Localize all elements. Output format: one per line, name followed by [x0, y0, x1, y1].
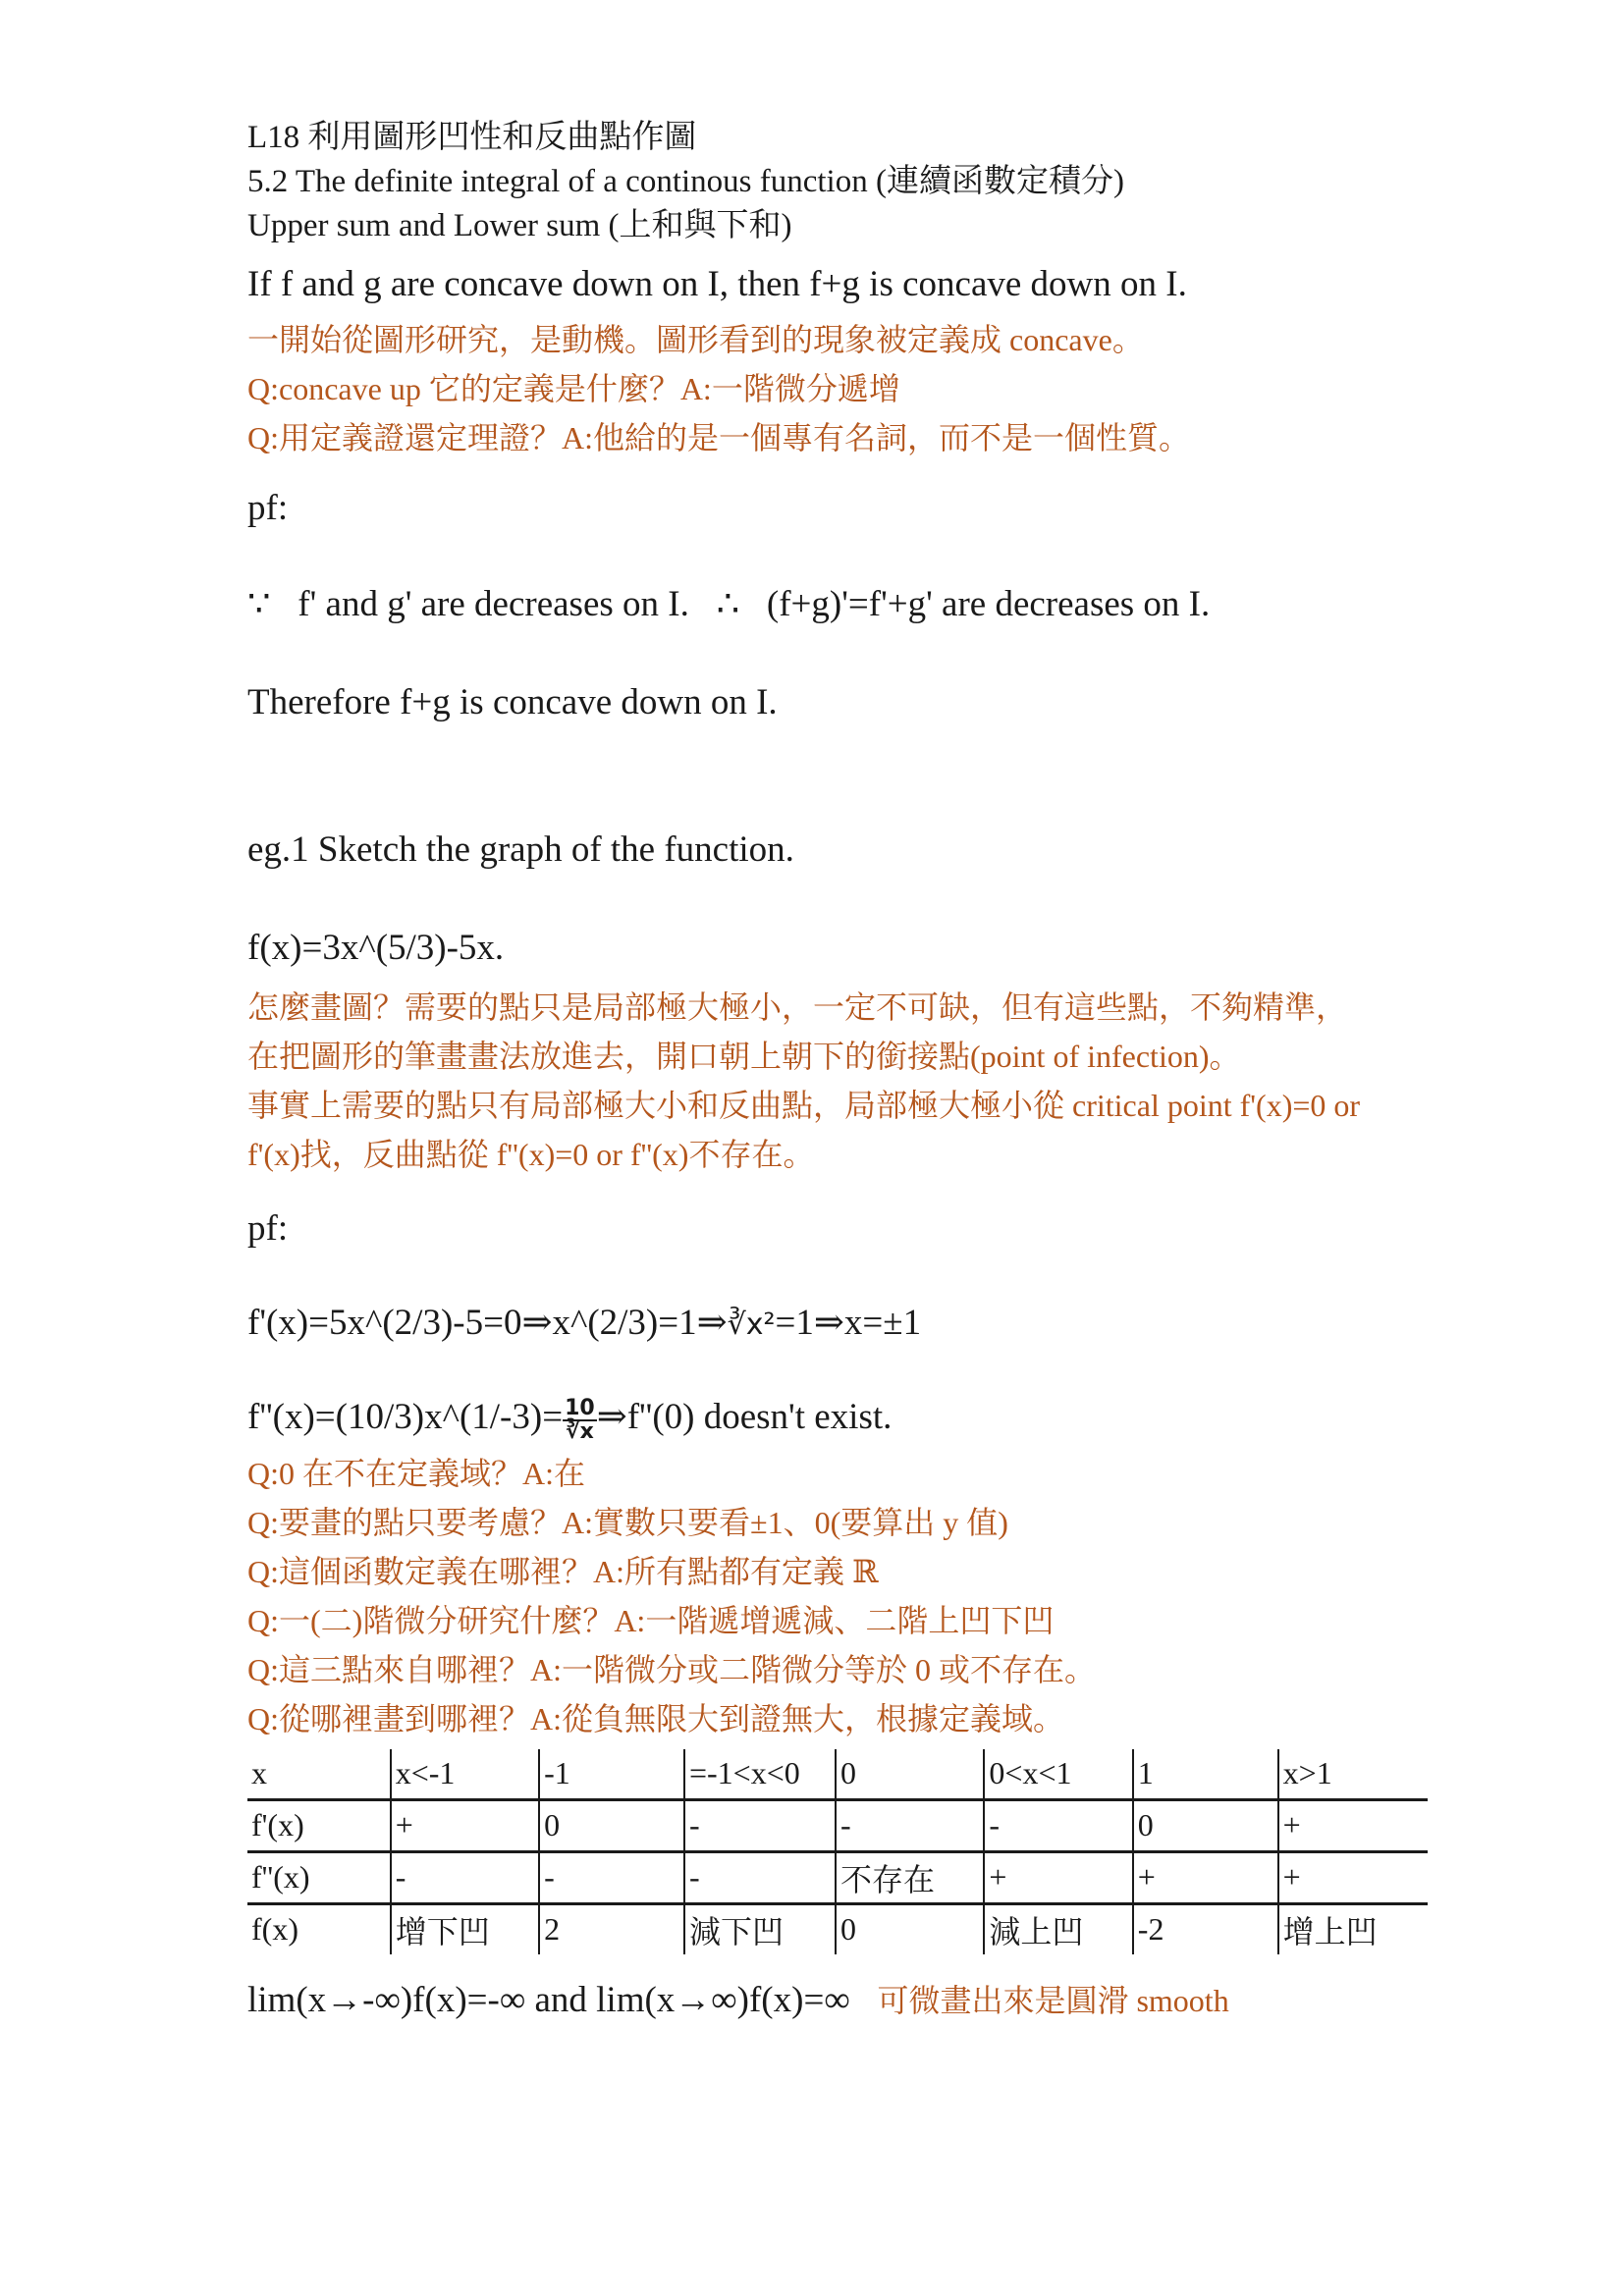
table-row [247, 1799, 1428, 1851]
table-cell: 增上凹 [1278, 1903, 1428, 1954]
proof-step-2: (f+g)'=f'+g' are decreases on I. [766, 584, 1211, 624]
table-cell: f'(x) [247, 1799, 391, 1851]
qa-draw-range: Q:從哪裡畫到哪裡？A:從負無限大到證無大，根據定義域。 [247, 1700, 1065, 1736]
table-cell: x [247, 1749, 391, 1800]
table-cell: - [984, 1799, 1132, 1851]
document-page [247, 116, 1435, 2025]
table-cell: 0<x<1 [984, 1749, 1132, 1800]
table-cell: f''(x) [247, 1851, 391, 1903]
second-derivative-line [247, 1393, 1435, 1443]
proof-conclusion: Therefore f+g is concave down on I. [247, 682, 778, 722]
table-cell: 增下凹 [391, 1903, 539, 1954]
limits-note: 可微畫出來是圓滑 smooth [877, 1982, 1229, 2018]
table-cell: -1 [539, 1749, 684, 1800]
first-derivative-line [247, 1299, 1435, 1350]
proof-step-1: f' and g' are decreases on I. [298, 584, 689, 624]
table-cell: + [391, 1799, 539, 1851]
table-cell: - [539, 1851, 684, 1903]
table-cell: 1 [1133, 1749, 1278, 1800]
table-cell: - [684, 1799, 836, 1851]
note-motivation: 一開始從圖形研究，是動機。圖形看到的現象被定義成 concave。 [247, 322, 1144, 357]
therefore-symbol: ∴ [716, 584, 740, 624]
topic-title: Upper sum and Lower sum (上和與下和) [247, 208, 792, 243]
table-cell: f(x) [251, 1911, 298, 1948]
second-derivative-suffix: ⇒f''(0) doesn't exist. [596, 1397, 893, 1437]
table-row [247, 1903, 1428, 1954]
table-cell: - [391, 1851, 539, 1903]
table-cell: x<-1 [391, 1749, 539, 1800]
fraction [563, 1395, 597, 1444]
qa-function-domain: Q:這個函數定義在哪裡？A:所有點都有定義 ℝ [247, 1553, 879, 1589]
first-derivative-suffix: =1⇒x=±1 [775, 1303, 922, 1343]
table-cell: 0 [539, 1799, 684, 1851]
fraction-denominator: ∛x [565, 1418, 594, 1444]
second-derivative-prefix: f''(x)=(10/3)x^(1/-3)= [247, 1397, 564, 1437]
qa-points-origin: Q:這三點來自哪裡？A:一階微分或二階微分等於 0 或不存在。 [247, 1651, 1097, 1687]
note-how-to-draw-1: 怎麼畫圖？需要的點只是局部極大極小，一定不可缺，但有這些點，不夠精準， [247, 989, 1348, 1025]
example-function: f(x)=3x^(5/3)-5x. [247, 928, 505, 968]
note-proof-approach: Q:用定義證還定理證？A:他給的是一個專有名詞，而不是一個性質。 [247, 420, 1191, 455]
qa-points-to-consider: Q:要畫的點只要考慮？A:實數只要看±1、0(要算出 y 值) [247, 1504, 1008, 1540]
table-cell: 減下凹 [684, 1903, 836, 1954]
table-cell: 0 [836, 1749, 984, 1800]
qa-derivative-study: Q:一(二)階微分研究什麼？A:一階遞增遞減、二階上凹下凹 [247, 1602, 1055, 1638]
qa-domain-zero: Q:0 在不在定義域？A:在 [247, 1455, 586, 1491]
note-how-to-draw-4: f'(x)找，反曲點從 f''(x)=0 or f''(x)不存在。 [247, 1137, 815, 1172]
theorem-statement: If f and g are concave down on I, then f+g is concave down on I. [247, 264, 1187, 304]
table-cell: 2 [539, 1903, 684, 1954]
cube-root-x-squared: ∛x² [727, 1308, 776, 1342]
sign-table [247, 1749, 1428, 1954]
table-cell: + [1133, 1851, 1278, 1903]
proof2-label: pf: [247, 1208, 289, 1249]
table-cell: + [1278, 1851, 1428, 1903]
note-how-to-draw-3: 事實上需要的點只有局部極大小和反曲點，局部極大極小從 critical point f'(x)=0 or [247, 1088, 1361, 1123]
note-concave-definition: Q:concave up 它的定義是什麼？A:一階微分遞增 [247, 371, 900, 406]
table-cell: 0 [836, 1903, 984, 1954]
proof-label: pf: [247, 488, 289, 528]
table-cell: - [684, 1851, 836, 1903]
table-cell: x>1 [1278, 1749, 1428, 1800]
table-cell: =-1<x<0 [684, 1749, 836, 1800]
lesson-title: L18 利用圖形凹性和反曲點作圖 [247, 120, 697, 155]
table-cell: + [984, 1851, 1132, 1903]
table-cell: 0 [1133, 1799, 1278, 1851]
table-cell: 減上凹 [984, 1903, 1132, 1954]
table-row [247, 1749, 1428, 1800]
table-cell: - [836, 1799, 984, 1851]
section-title: 5.2 The definite integral of a continous function (連續函數定積分) [247, 164, 1124, 199]
table-cell: -2 [1133, 1903, 1278, 1954]
proof-step [247, 580, 1435, 629]
limits-line [247, 1976, 1435, 2025]
table-cell: + [1278, 1799, 1428, 1851]
note-how-to-draw-2: 在把圖形的筆畫畫法放進去，開口朝上朝下的銜接點(point of infection)。 [247, 1039, 1241, 1074]
because-symbol: ∵ [247, 584, 271, 624]
table-row [247, 1851, 1428, 1903]
table-cell: 不存在 [836, 1851, 984, 1903]
first-derivative-prefix: f'(x)=5x^(2/3)-5=0⇒x^(2/3)=1⇒ [247, 1303, 728, 1343]
example-title: eg.1 Sketch the graph of the function. [247, 829, 794, 870]
limits-text: lim(x→-∞)f(x)=-∞ and lim(x→∞)f(x)=∞ [247, 1979, 850, 2020]
fraction-numerator: 10 [565, 1395, 595, 1420]
